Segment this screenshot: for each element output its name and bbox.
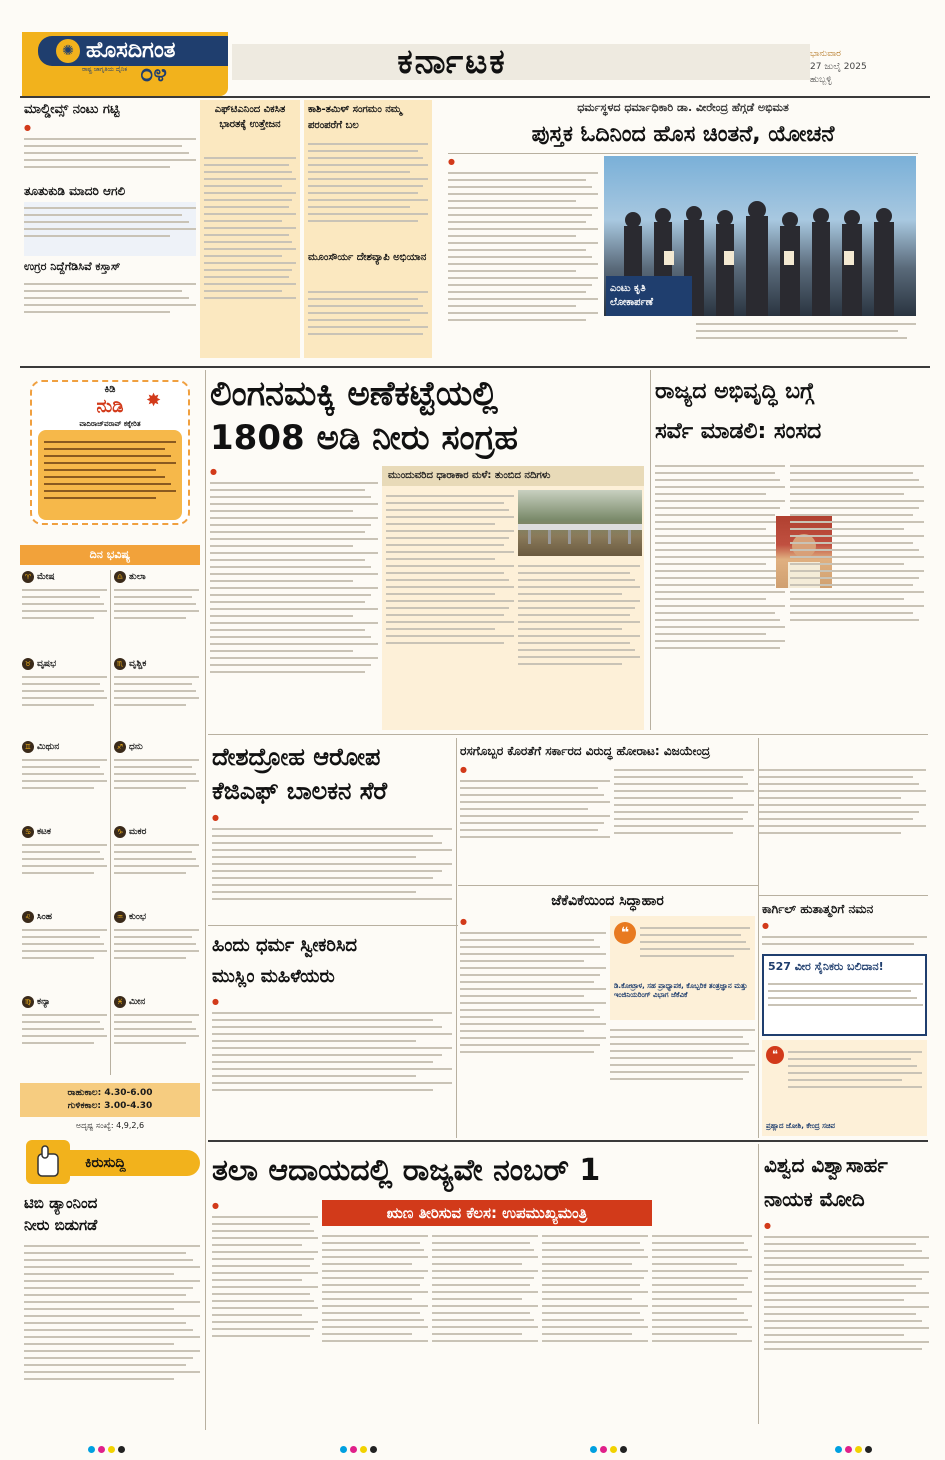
kidi-verse: [38, 430, 182, 520]
headline-tuticorin[interactable]: ತೂತುಕುಡಿ ಮಾದರಿ ಆಗಲಿ: [24, 184, 126, 198]
sign-name: ಮಕರ: [129, 827, 147, 837]
horoscope-title: ದಿನ ಭವಿಷ್ಯ: [20, 545, 200, 565]
story-rajya-col-1: [655, 460, 785, 730]
story-rasagobbara-col-1: ●: [460, 764, 610, 880]
section-divider-1: [20, 366, 930, 368]
horoscope-virgo: [22, 995, 107, 1055]
city-label: ಹುಬ್ಬಳ್ಳಿ: [810, 75, 832, 85]
horoscope-taurus: [22, 657, 107, 717]
headline-line-2: ಮುಸ್ಲಿಂ ಮಹಿಳೆಯರು: [212, 966, 335, 987]
headline-line-2: ಸರ್ವೆ ಮಾಡಲಿ: ಸಂಸದ: [655, 419, 822, 444]
quote-icon: ❝: [766, 1046, 784, 1064]
subhead-dcm: ಋಣ ತೀರಿಸುವ ಕೆಲಸ: ಉಪಮುಖ್ಯಮಂತ್ರಿ: [322, 1200, 652, 1226]
flood-photo[interactable]: [518, 490, 642, 556]
story-rasagobbara-col-3: [758, 764, 926, 880]
headline-hindu-dharma[interactable]: [212, 930, 452, 992]
story-fta-body: [204, 152, 296, 352]
sign-name: ಕಟಕ: [37, 827, 51, 837]
spark-icon: ✸: [146, 390, 162, 411]
quote-icon: ❝: [614, 922, 636, 944]
page-number: ೦೪: [140, 59, 167, 87]
capricorn-icon: ♑: [114, 826, 126, 838]
sign-name: ಸಿಂಹ: [37, 912, 53, 922]
registration-dots: [590, 1438, 630, 1446]
headline-line-1: ಹಿಂದು ಧರ್ಮ ಸ್ವೀಕರಿಸಿದ: [212, 935, 358, 956]
story-hindu-dharma-body: ●: [212, 996, 452, 1136]
jkvk-quote-box: [610, 916, 755, 1020]
book-launch-badge: ಎಂಟು ಕೃತಿ ಲೋಕಾರ್ಪಣೆ: [606, 276, 692, 316]
headline-line-2: ನಾಯಕ ಮೋದಿ: [764, 1187, 865, 1211]
headline-line-1: ಟಿಬಿ ಡ್ಯಾಂನಿಂದ: [24, 1194, 98, 1212]
leo-icon: ♌: [22, 911, 34, 923]
headline-line-2: ನೀರು ಬಿಡುಗಡೆ: [24, 1216, 98, 1234]
gemini-icon: ♊: [22, 741, 34, 753]
headline-tb-dam[interactable]: [24, 1192, 200, 1236]
story-modi-body: ●: [764, 1220, 929, 1420]
headline-maldives[interactable]: ಮಾಲ್ಡೀವ್ಸ್ ನಂಟು ಗಟ್ಟಿ: [24, 102, 120, 117]
horoscope-aries: [22, 570, 107, 630]
kidi-title: ನುಡಿ: [96, 396, 124, 417]
taurus-icon: ♉: [22, 658, 34, 670]
headline-line-1: ದೇಶದ್ರೋಹ ಆರೋಪ: [212, 743, 381, 771]
top-story-kicker: ಧರ್ಮಸ್ಥಳದ ಧರ್ಮಾಧಿಕಾರಿ ಡಾ. ವೀರೇಂದ್ರ ಹೆಗ್ಗಡೆ ಅಭಿಮತ: [577, 101, 789, 114]
horoscope-aquarius: [114, 910, 199, 970]
story-kargil-body: ●: [762, 920, 927, 950]
newspaper-logo[interactable]: ಹೊಸದಿಗಂತ: [86, 38, 176, 63]
rain-sidebar-body-2: [518, 560, 640, 726]
registration-dots: [835, 1438, 875, 1446]
date-block: [810, 48, 930, 90]
headline-deshadroha[interactable]: [212, 740, 452, 808]
sign-name: ಮೇಷ: [37, 572, 55, 582]
story-maldives-body: [24, 122, 196, 180]
horoscope-cancer: [22, 825, 107, 885]
horoscope-gemini: [22, 740, 107, 800]
horoscope-leo: [22, 910, 107, 970]
kidi-byline: ವಾದಿರಾಜ್‌ವರಾವ್ ಕಕ್ಕೇರಿತ: [79, 420, 141, 428]
top-story-headline[interactable]: ಪುಸ್ತಕ ಓದಿನಿಂದ ಹೊಸ ಚಿಂತನೆ, ಯೋಚನೆ: [531, 122, 835, 147]
headline-terrorists[interactable]: ಉಗ್ರರ ನಿದ್ದೆಗೆಡಿಸಿವೆ ಕಸ್ತಾಸ್: [24, 260, 121, 273]
headline-rasagobbara[interactable]: ರಸಗೊಬ್ಬರ ಕೊರತೆಗೆ ಸರ್ಕಾರದ ವಿರುದ್ಧ ಹೋರಾಟ: ವಿಜಯೇಂದ್ರ: [460, 744, 711, 758]
kargil-stat-box: [762, 954, 927, 1036]
logo-emblem-icon: ✺: [56, 39, 80, 63]
rahu-kala-box: [20, 1083, 200, 1117]
story-deshadroha-body: ●: [212, 812, 452, 920]
horoscope-sagittarius: [114, 740, 199, 800]
horoscope-pisces: [114, 995, 199, 1055]
story-kashi-body: [308, 138, 428, 248]
sagittarius-icon: ♐: [114, 741, 126, 753]
logo-tagline: ರಾಷ್ಟ್ರ ಜಾಗೃತಿಯ ದೈನಿಕ: [82, 66, 128, 73]
headline-kargil[interactable]: ಕಾರ್ಗಿಲ್ ಹುತಾತ್ಮರಿಗೆ ನಮನ: [762, 902, 874, 916]
headline-line-1: ವಿಶ್ವದ ವಿಶ್ವಾಸಾರ್ಹ: [764, 1153, 888, 1177]
registration-dots: [88, 1438, 128, 1446]
story-tb-dam-body: [24, 1240, 200, 1422]
rahu-kala: ರಾಹುಕಾಲ: 4.30-6.00: [67, 1088, 153, 1098]
day-label: ಭಾನುವಾರ: [810, 49, 841, 59]
story-per-capita-col-5: [652, 1230, 752, 1420]
headline-line-2: 1808 ಅಡಿ ನೀರು ಸಂಗ್ರಹ: [210, 418, 518, 458]
virgo-icon: ♍: [22, 996, 34, 1008]
pisces-icon: ♓: [114, 996, 126, 1008]
kargil-quote-box: [762, 1040, 927, 1136]
aries-icon: ♈: [22, 571, 34, 583]
kargil-quote-author: ಪ್ರಹ್ಲಾದ ಜೋಶಿ, ಕೇಂದ್ರ ಸಚಿವ: [766, 1122, 836, 1130]
story-per-capita-col-1: ●: [212, 1200, 318, 1420]
aquarius-icon: ♒: [114, 911, 126, 923]
cancer-icon: ♋: [22, 826, 34, 838]
sign-name: ಮಿಥುನ: [37, 742, 60, 752]
horoscope-scorpio: [114, 657, 199, 717]
story-per-capita-col-3: [432, 1230, 538, 1420]
libra-icon: ♎: [114, 571, 126, 583]
story-jkvk-col-1: ●: [460, 916, 606, 1136]
thumbs-icon: [26, 1140, 70, 1184]
headline-kashi[interactable]: ಕಾಶಿ-ತಮಿಳ್ ಸಂಗಮಂ ನಮ್ಮ ಪರಂಪರೆಗೆ ಬಲ: [308, 104, 402, 131]
headline-modi[interactable]: [764, 1148, 929, 1216]
story-per-capita-col-4: [542, 1230, 648, 1420]
headline-linganamakki[interactable]: [210, 372, 640, 462]
sign-name: ಕುಂಭ: [129, 912, 147, 922]
headline-line-2: ಕೆಜಿಎಫ್ ಬಾಲಕನ ಸೆರೆ: [212, 777, 388, 805]
sign-name: ತುಲಾ: [129, 572, 146, 582]
rain-sidebar-title: ಮುಂದುವರಿದ ಧಾರಾಕಾರ ಮಳೆ: ತುಂಬಿದ ನದಿಗಳು: [382, 466, 644, 486]
kirusuddi-title: ಕಿರುಸುದ್ದಿ: [85, 1155, 126, 1171]
bureau-tag: ●: [24, 123, 31, 132]
rain-sidebar-body-1: [386, 490, 514, 726]
horoscope-libra: [114, 570, 199, 630]
headline-line-1: ಲಿಂಗನಮಕ್ಕಿ ಅಣೆಕಟ್ಟೆಯಲ್ಲಿ: [210, 374, 498, 414]
story-tuticorin-body: [24, 202, 196, 256]
headline-per-capita[interactable]: ತಲಾ ಆದಾಯದಲ್ಲಿ ರಾಜ್ಯವೇ ನಂಬರ್ 1: [212, 1153, 601, 1188]
sign-name: ಕನ್ಯಾ: [37, 997, 51, 1007]
lucky-number: ಅದೃಷ್ಟ ಸಂಖ್ಯೆ: 4,9,2,6: [75, 1121, 145, 1130]
kargil-stat-title: 527 ವೀರ ಸೈನಿಕರು ಬಲಿದಾನ!: [768, 960, 884, 973]
top-story-body-1: ●: [448, 156, 598, 362]
headline-mansoorya[interactable]: ಮೂಂಸೌರ್ಯ ದೇಶವ್ಯಾಪಿ ಅಭಿಯಾನ: [308, 252, 427, 263]
headline-rajya-survey[interactable]: [655, 372, 925, 456]
date-label: 27 ಜುಲೈ 2025: [810, 62, 867, 72]
top-story-rule: [448, 153, 918, 154]
story-jkvk-col-2: [610, 1024, 755, 1136]
story-linganamakki-col-1: ●: [210, 466, 378, 730]
headline-fta[interactable]: ಎಫ್‌ಟಿಎನಿಂದ ವಿಕಸಿತ ಭಾರತಕ್ಕೆ ಉತ್ತೇಜನ: [214, 104, 286, 130]
registration-dots: [340, 1438, 380, 1446]
horoscope-capricorn: [114, 825, 199, 885]
story-per-capita-col-2: [322, 1230, 428, 1420]
sign-name: ವೃಶ್ಚಿಕ: [129, 659, 147, 669]
sign-name: ವೃಷಭ: [37, 659, 57, 669]
sign-name: ಮೀನ: [129, 997, 146, 1007]
scorpio-icon: ♏: [114, 658, 126, 670]
story-mansoorya-body: [308, 286, 428, 356]
gulika-kala: ಗುಳಿಕಕಾಲ: 3.00-4.30: [67, 1101, 153, 1111]
kidi-small-title: ಕಿಡಿ: [104, 384, 116, 395]
headline-line-1: ರಾಜ್ಯದ ಅಭಿವೃದ್ಧಿ ಬಗ್ಗೆ: [655, 379, 815, 404]
photo-caption: [696, 318, 916, 358]
sign-name: ಧನು: [129, 742, 143, 752]
headline-jkvk[interactable]: ಜೆಕೆವಿಕೆಯಿಂದ ಸಿದ್ಧಾಹಾರ: [551, 893, 664, 909]
story-rasagobbara-col-2: [614, 764, 754, 880]
masthead-divider: [20, 96, 930, 98]
jkvk-quote-author: ಡಿ.ಕೋಟ್ರಾಳ, ಸಹ ಪ್ರಾಧ್ಯಾಪಕ, ಕೊಬ್ಬರಿಕ ತಂತ್ರಜ್ಞಾನ ಮತ್ತು ಇಂಜಿನಿಯರಿಂಗ್ ವಿಭಾಗ ಜೆಕೆವಿಕೆ: [614, 982, 748, 999]
story-terrorists-body: [24, 278, 196, 332]
hand-icon: [26, 1140, 70, 1184]
section-title: ಕರ್ನಾಟಕ: [397, 42, 507, 82]
story-rajya-col-2: [790, 460, 924, 730]
